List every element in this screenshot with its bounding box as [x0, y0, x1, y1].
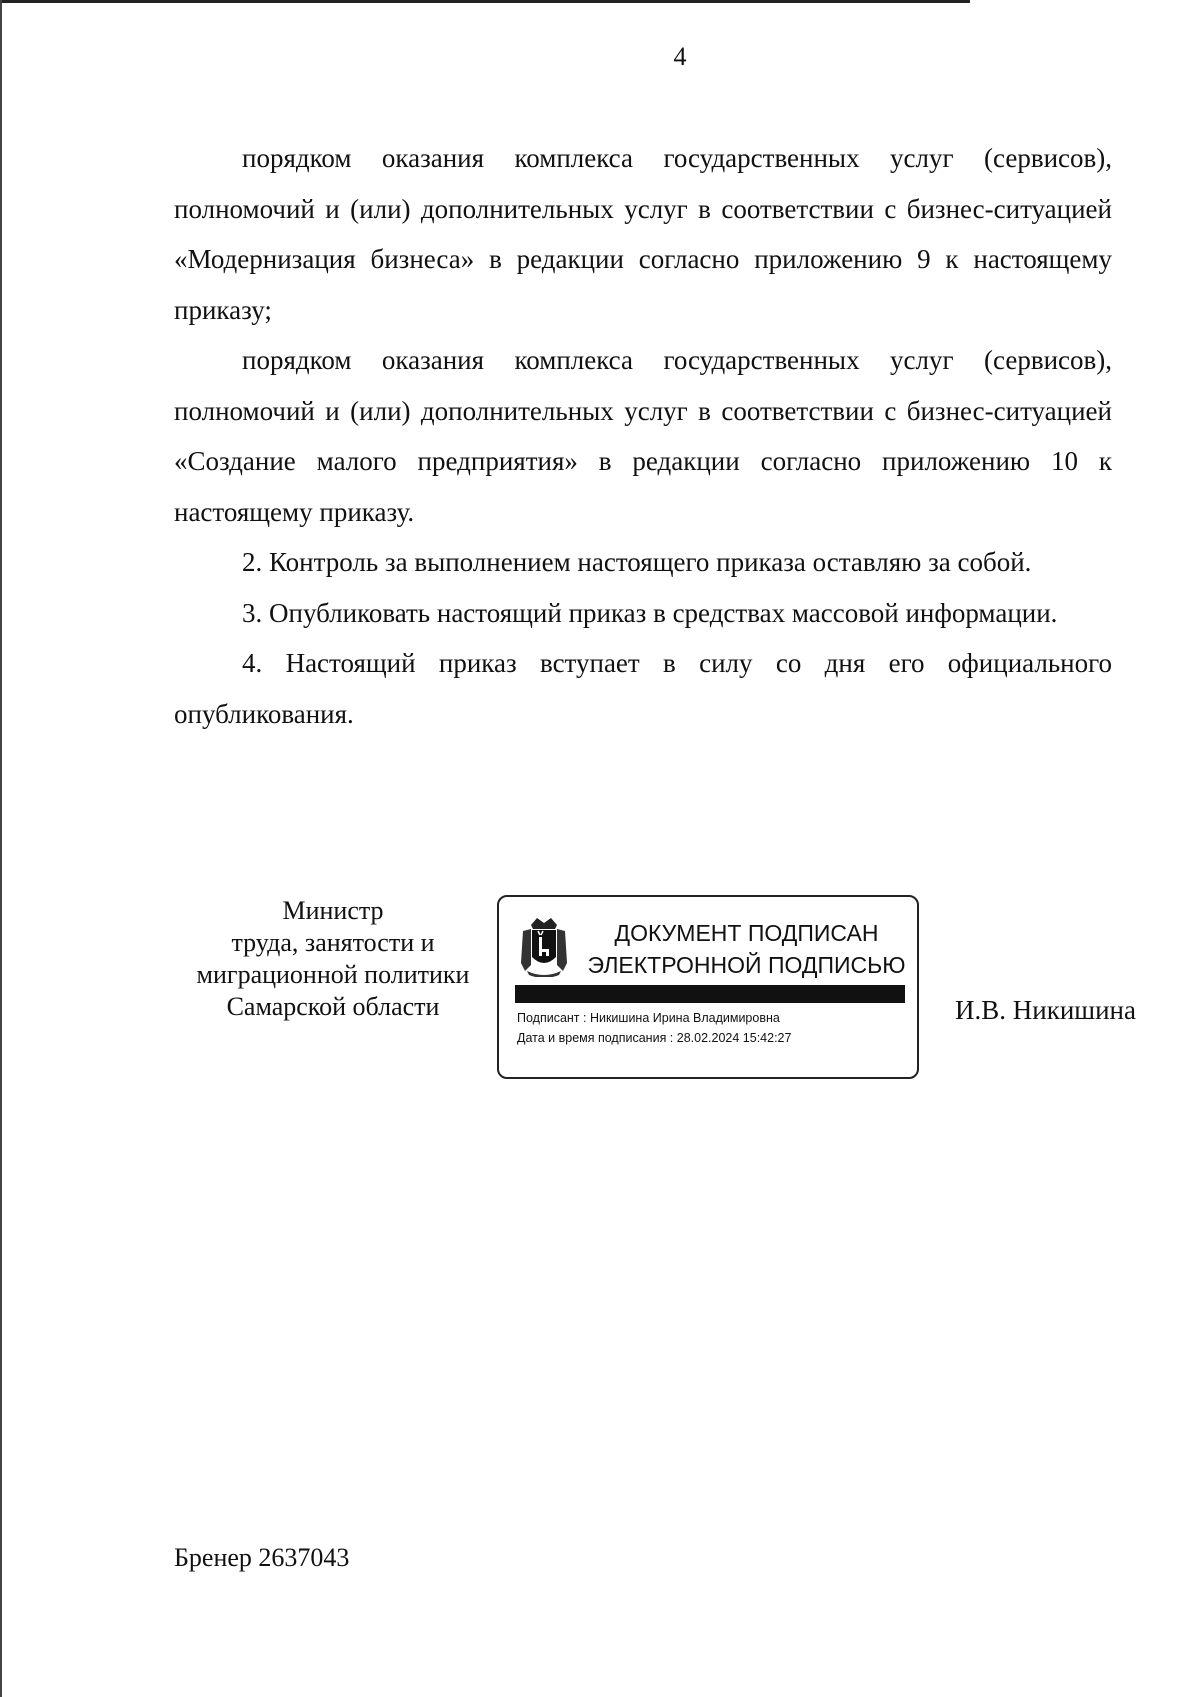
signature-block: [0, 895, 1200, 1095]
paragraph-item-4: 4. Настоящий приказ вступает в силу со дня его официального опубликования.: [174, 648, 1112, 729]
position-line: миграционной политики: [196, 960, 470, 989]
paragraph-item-3: 3. Опубликовать настоящий приказ в средствах массовой информации.: [242, 597, 1058, 628]
position-line: Министр: [282, 896, 384, 925]
document-body: [174, 133, 1112, 739]
paragraph-appendix-10: порядком оказания комплекса государственных услуг (сервисов), полномочий и (или) дополнительных услуг в соответствии с бизнес-ситуацией «Создание малого предприятия» в редакции согласно приложению 10 к настоящему приказу.: [174, 345, 1112, 527]
certificate-bar: [515, 985, 905, 1003]
position-line: труда, занятости и: [231, 928, 435, 957]
stamp-title-line-2: ЭЛЕКТРОННОЙ ПОДПИСЬЮ: [587, 952, 906, 978]
stamp-title-line-1: ДОКУМЕНТ ПОДПИСАН: [614, 920, 879, 946]
executor-contact: Бренер 2637043: [174, 1543, 350, 1572]
scan-edge-top: [0, 0, 970, 3]
stamp-signer: Подписант : Никишина Ирина Владимировна: [517, 1011, 780, 1025]
page-number: 4: [673, 42, 687, 71]
position-line: Самарской области: [226, 992, 440, 1021]
stamp-title: [579, 917, 914, 981]
paragraph-appendix-9: порядком оказания комплекса государственных услуг (сервисов), полномочий и (или) дополнительных услуг в соответствии с бизнес-ситуацией «Модернизация бизнеса» в редакции согласно приложению 9 к настоящему приказу;: [174, 143, 1112, 325]
stamp-signed-at: Дата и время подписания : 28.02.2024 15:42:27: [517, 1031, 792, 1045]
signatory-position: [178, 895, 488, 1023]
scan-edge-left: [0, 0, 2, 1697]
coat-of-arms-icon: [517, 915, 571, 977]
electronic-signature-stamp: [497, 895, 919, 1079]
paragraph-item-2: 2. Контроль за выполнением настоящего приказа оставляю за собой.: [242, 547, 1032, 577]
signer-name: И.В. Никишина: [955, 995, 1136, 1025]
